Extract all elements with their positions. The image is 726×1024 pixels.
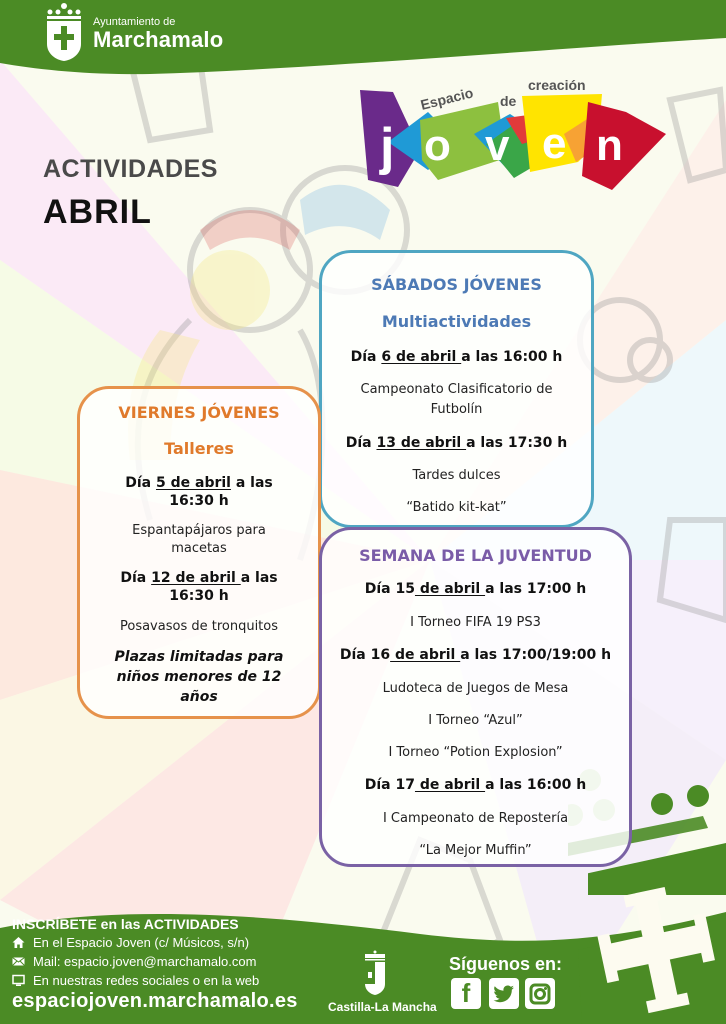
registration-heading: INSCRÍBETE en las ACTIVIDADES	[12, 916, 239, 932]
viernes-heading: VIERNES JÓVENES	[118, 403, 280, 422]
viernes-event-1-time: 16:30 h	[169, 493, 229, 509]
registration-mail[interactable]: Mail: espacio.joven@marchamalo.com	[12, 952, 259, 971]
svg-text:e: e	[542, 119, 567, 168]
viernes-note-1: Plazas limitadas para	[114, 649, 284, 665]
logo-creacion: creación	[528, 77, 586, 93]
home-icon	[12, 936, 25, 949]
facebook-icon[interactable]: f	[451, 978, 481, 1009]
monitor-icon	[12, 974, 25, 987]
sabados-event-2-activity-name: “Batido kit-kat”	[406, 500, 507, 515]
mail-icon	[12, 955, 25, 968]
viernes-event-2-activity: Posavasos de tronquitos	[119, 619, 279, 634]
viernes-event-2-time: 16:30 h	[169, 588, 229, 604]
title-month: ABRIL	[43, 193, 152, 231]
region-label: Castilla-La Mancha	[328, 1000, 437, 1014]
marchamalo-cross-icon	[588, 880, 726, 1024]
semana-event-1-activity: I Torneo FIFA 19 PS3	[410, 615, 541, 630]
sabados-event-2-date: Día 13 de abril a las 17:30 h	[345, 435, 568, 451]
espacio-joven-logo	[358, 72, 668, 197]
viernes-note-3: años	[180, 689, 218, 705]
sabados-event-2-activity: Tardes dulces	[412, 468, 501, 483]
viernes-subheading: Talleres	[164, 439, 234, 458]
semana-event-1-date: Día 15 de abril a las 17:00 h	[364, 581, 587, 597]
logo-de: de	[500, 93, 517, 109]
svg-text:n: n	[596, 121, 623, 170]
municipality-name: Marchamalo	[93, 27, 224, 52]
municipality-label: Ayuntamiento de	[93, 16, 176, 28]
website-link[interactable]: espaciojoven.marchamalo.es	[12, 990, 298, 1012]
svg-text:o: o	[424, 121, 451, 170]
logo-espacio: Espacio	[418, 84, 475, 113]
viernes-event-1-activity-cont: macetas	[171, 541, 227, 556]
viernes-event-1-activity: Espantapájaros para	[132, 523, 266, 538]
semana-event-3-date: Día 17 de abril a las 16:00 h	[364, 777, 587, 793]
viernes-event-1-date: Día 5 de abril a las	[125, 475, 273, 491]
sabados-jovenes-box	[319, 250, 594, 528]
castilla-la-mancha-crest-icon	[362, 950, 388, 996]
registration-location: En el Espacio Joven (c/ Músicos, s/n)	[12, 933, 259, 952]
registration-web: En nuestras redes sociales o en la web	[12, 971, 259, 990]
svg-text:v: v	[485, 121, 510, 170]
sabados-heading: SÁBADOS JÓVENES	[371, 275, 542, 294]
viernes-note-2: niños menores de 12	[116, 669, 282, 685]
title-activities: ACTIVIDADES	[43, 155, 218, 183]
registration-info	[12, 915, 259, 990]
follow-label: Síguenos en:	[449, 954, 563, 974]
svg-text:j: j	[380, 118, 395, 176]
semana-event-3-activity-2: “La Mejor Muffin”	[419, 843, 532, 858]
marchamalo-crest-icon	[44, 2, 84, 62]
instagram-icon[interactable]	[525, 978, 555, 1009]
sabados-event-1-date: Día 6 de abril a las 16:00 h	[350, 349, 563, 365]
viernes-jovenes-box	[77, 386, 321, 719]
sabados-event-1-activity-cont: Futbolín	[430, 402, 483, 417]
semana-event-3-activity-1: I Campeonato de Repostería	[382, 811, 569, 826]
semana-event-2-date: Día 16 de abril a las 17:00/19:00 h	[339, 647, 612, 663]
sabados-event-1-activity: Campeonato Clasificatorio de	[360, 382, 553, 397]
viernes-event-2-date: Día 12 de abril a las	[120, 570, 278, 586]
sabados-subheading: Multiactividades	[381, 312, 532, 331]
semana-heading: SEMANA DE LA JUVENTUD	[359, 546, 592, 565]
twitter-icon[interactable]	[489, 978, 519, 1009]
semana-event-2-activity-3: I Torneo “Potion Explosion”	[388, 745, 563, 760]
semana-juventud-box	[319, 527, 632, 867]
semana-event-2-activity-1: Ludoteca de Juegos de Mesa	[382, 681, 569, 696]
semana-event-2-activity-2: I Torneo “Azul”	[428, 713, 523, 728]
